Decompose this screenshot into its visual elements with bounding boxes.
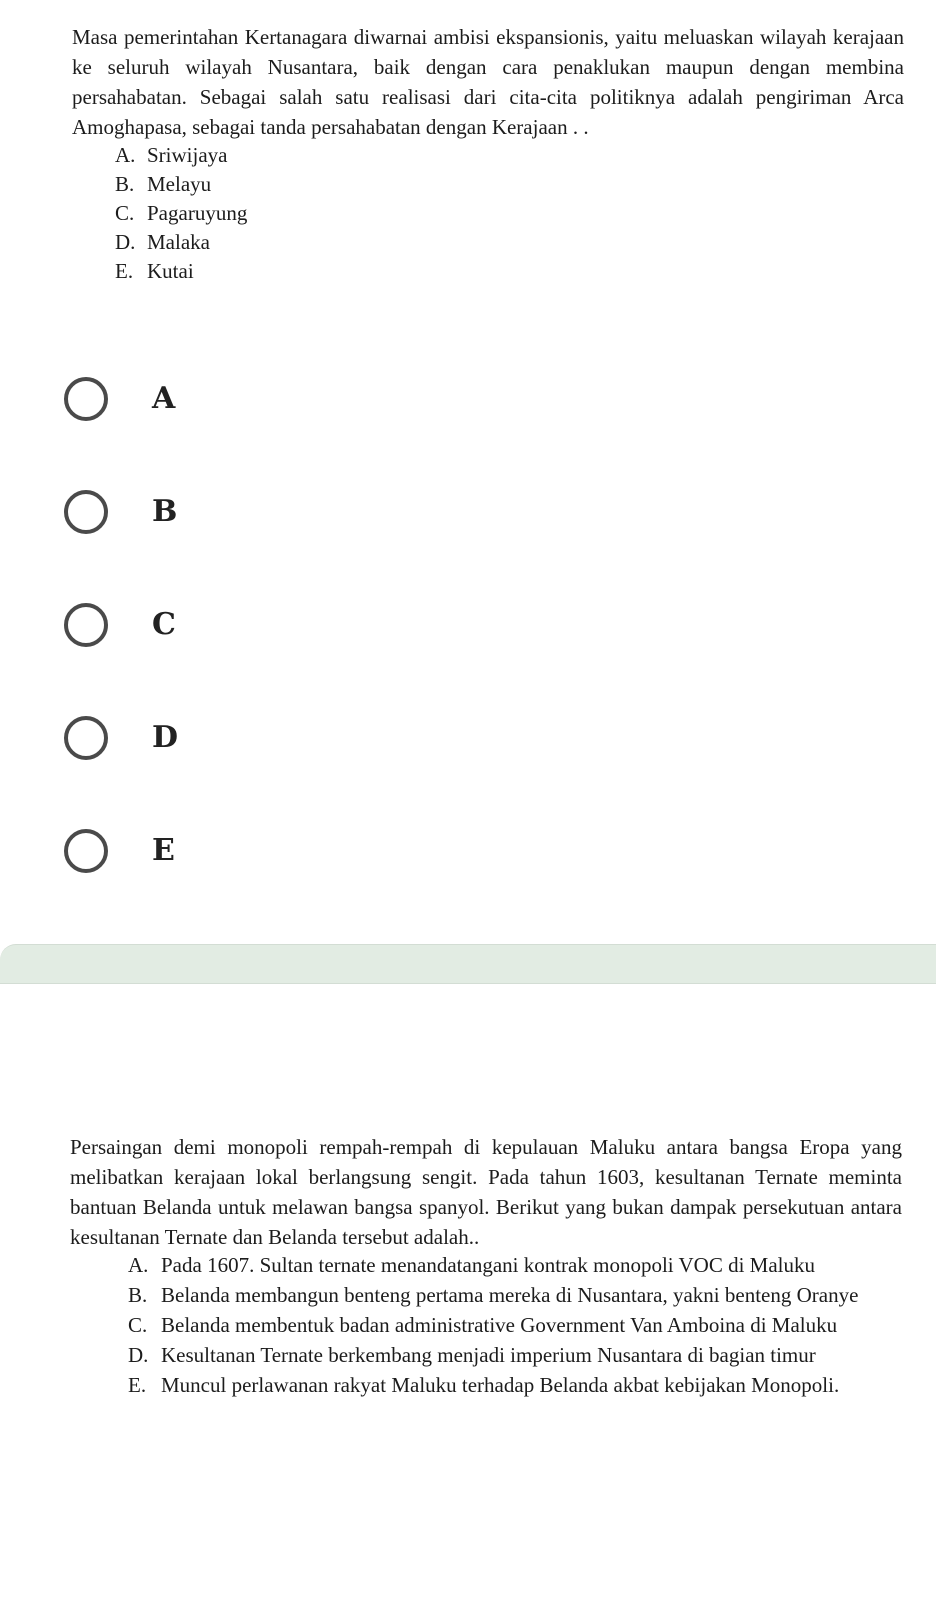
option-letter: C. (128, 1313, 148, 1337)
question-2-option (128, 1310, 878, 1340)
question-2-options (128, 1250, 878, 1400)
option-letter: B. (115, 172, 135, 196)
option-letter: D. (128, 1343, 149, 1367)
answer-choice-e[interactable] (64, 794, 904, 907)
answer-label[interactable]: A (152, 381, 176, 416)
option-letter: A. (128, 1253, 149, 1277)
question-2-paragraph: Persaingan demi monopoli rempah-rempah di kepulauan Maluku antara bangsa Eropa yang melibatkan kerajaan lokal berlangsung sengit. Pada tahun 1603, kesultanan Ternate meminta bantuan Belanda untuk melawan bangsa spanyol. Berikut yang bukan dampak persekutuan antara kesultanan Ternate dan Belanda tersebut adalah.. (70, 1135, 902, 1249)
option-text: Kutai (147, 259, 194, 283)
radio-button[interactable] (64, 829, 108, 873)
question-1-paragraph: Masa pemerintahan Kertanagara diwarnai ambisi ekspansionis, yaitu meluaskan wilayah kerajaan ke seluruh wilayah Nusantara, baik dengan cara penaklukan maupun dengan membina persahabatan. Sebagai salah satu realisasi dari cita-cita politiknya adalah pengiriman Arca Amoghapasa, sebagai tanda persahabatan dengan Kerajaan . . (72, 25, 904, 139)
option-letter: B. (128, 1283, 148, 1307)
option-letter: A. (115, 143, 136, 167)
answer-choice-b[interactable] (64, 455, 904, 568)
answer-label[interactable]: C (152, 607, 176, 642)
question-2-option (128, 1280, 878, 1310)
answer-label[interactable]: B (152, 494, 178, 529)
option-text: Muncul perlawanan rakyat Maluku terhadap Belanda akbat kebijakan Monopoli. (161, 1373, 840, 1397)
option-letter: E. (115, 259, 134, 283)
answer-choices (64, 342, 904, 907)
radio-button[interactable] (64, 603, 108, 647)
option-text: Belanda membangun benteng pertama mereka di Nusantara, yakni benteng Oranye (161, 1283, 859, 1307)
radio-button[interactable] (64, 716, 108, 760)
answer-label[interactable]: D (152, 720, 179, 755)
question-1-option (115, 141, 247, 170)
radio-button[interactable] (64, 490, 108, 534)
question-2-option (128, 1370, 878, 1400)
section-divider (0, 944, 936, 984)
option-text: Kesultanan Ternate berkembang menjadi imperium Nusantara di bagian timur (161, 1343, 816, 1367)
question-1-option (115, 199, 247, 228)
radio-button[interactable] (64, 377, 108, 421)
option-letter: E. (128, 1373, 147, 1397)
answer-choice-c[interactable] (64, 568, 904, 681)
option-text: Pagaruyung (147, 201, 248, 225)
question-1-options (115, 141, 247, 286)
option-text: Melayu (147, 172, 212, 196)
option-text: Sriwijaya (147, 143, 228, 167)
option-letter: D. (115, 230, 136, 254)
question-2-option (128, 1250, 878, 1280)
question-1-text (72, 22, 904, 142)
answer-choice-a[interactable] (64, 342, 904, 455)
answer-label[interactable]: E (152, 833, 175, 868)
option-letter: C. (115, 201, 135, 225)
option-text: Pada 1607. Sultan ternate menandatangani kontrak monopoli VOC di Maluku (161, 1253, 815, 1277)
option-text: Malaka (147, 230, 210, 254)
answer-choice-d[interactable] (64, 681, 904, 794)
question-1-option (115, 228, 247, 257)
option-text: Belanda membentuk badan administrative Government Van Amboina di Maluku (161, 1313, 838, 1337)
question-1-option (115, 170, 247, 199)
question-2-option (128, 1340, 878, 1370)
question-1-option (115, 257, 247, 286)
question-2-text (70, 1132, 902, 1252)
